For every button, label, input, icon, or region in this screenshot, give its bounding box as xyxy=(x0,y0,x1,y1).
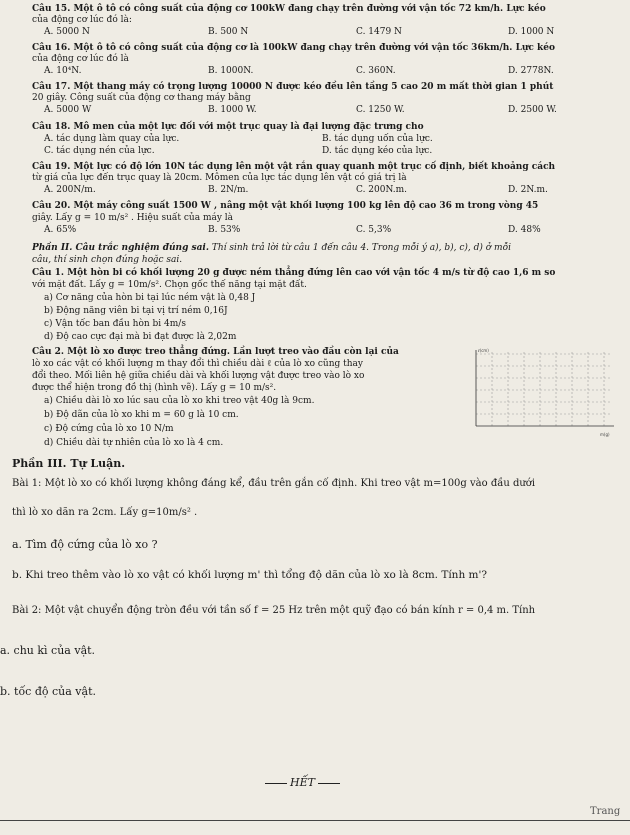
footer-rule xyxy=(0,820,630,821)
p2-c1-stem-2: với mặt đất. Lấy g = 10m/s². Chọn gốc thế năng tại mặt đất. xyxy=(32,280,307,290)
part2-intro-2: câu, thí sinh chọn đúng hoặc sai. xyxy=(32,255,183,265)
q19-option-d: D. 2N.m. xyxy=(508,185,548,195)
q17-stem-2: 20 giây. Công suất của động cơ thang máy bằng xyxy=(32,93,251,103)
q15-option-c: C. 1479 N xyxy=(356,27,402,37)
q17-option-b: B. 1000 W. xyxy=(208,105,257,115)
p2-c2-stem-1: Câu 2. Một lò xo được treo thẳng đứng. Lần lượt treo vào đầu còn lại của xyxy=(32,347,399,357)
p2-c2-a: a) Chiều dài lò xo lúc sau của lò xo khi treo vật 40g là 9cm. xyxy=(44,396,315,406)
q18-option-d: D. tác dụng kéo của lực. xyxy=(322,146,433,156)
q19-option-c: C. 200N.m. xyxy=(356,185,408,195)
part3-b2-b: b. tốc độ của vật. xyxy=(0,685,96,698)
p2-c1-b: b) Động năng viên bi tại vị trí ném 0,16J xyxy=(44,306,228,316)
part3-b2-a: a. chu kì của vật. xyxy=(0,644,96,657)
p2-c2-d: d) Chiều dài tự nhiên của lò xo là 4 cm. xyxy=(44,438,224,448)
q15-stem-1: Câu 15. Một ô tô có công suất của động cơ 100kW đang chạy trên đường với vận tốc 72 km/h. Lực kéo xyxy=(32,4,546,14)
part3-b1-a: a. Tìm độ cứng của lò xo ? xyxy=(12,538,158,551)
q15-stem-2: của động cơ lúc đó là: xyxy=(32,15,132,25)
p2-c2-stem-4: được thể hiện trong đồ thị (hình vẽ). Lấy g = 10 m/s². xyxy=(32,383,277,393)
part2-intro-1: Thí sinh trả lời từ câu 1 đến câu 4. Trong mỗi ý a), b), c), d) ở mỗi xyxy=(211,243,511,253)
q18-option-b: B. tác dụng uốn của lực. xyxy=(322,134,433,144)
part2-heading xyxy=(32,243,511,254)
q15-option-a: A. 5000 N xyxy=(44,27,90,37)
q20-option-b: B. 53% xyxy=(208,225,241,235)
p2-c2-stem-3: đổi theo. Mối liên hệ giữa chiều dài và khối lượng vật được treo vào lò xo xyxy=(32,371,365,381)
p2-c2-stem-2: lò xo các vật có khối lượng m thay đổi thì chiều dài ℓ của lò xo cũng thay xyxy=(32,359,363,369)
q15-option-d: D. 1000 N xyxy=(508,27,555,37)
q20-stem-1: Câu 20. Một máy công suất 1500 W , nâng một vật khối lượng 100 kg lên độ cao 36 m trong vòng 45 xyxy=(32,201,539,211)
q16-stem-2: của động cơ lúc đó là xyxy=(32,54,129,64)
q18-option-a: A. tác dụng làm quay của lực. xyxy=(44,134,180,144)
graph-y-label: ℓ(cm) xyxy=(478,348,489,353)
q17-option-d: D. 2500 W. xyxy=(508,105,557,115)
end-marker: HẾT xyxy=(262,776,343,789)
graph-grid xyxy=(476,352,610,426)
graph-x-label: m(g) xyxy=(600,432,610,437)
q16-option-d: D. 2778N. xyxy=(508,66,554,76)
p2-c1-a: a) Cơ năng của hòn bi tại lúc ném vật là 0,48 J xyxy=(44,293,256,303)
p2-c2-c: c) Độ cứng của lò xo 10 N/m xyxy=(44,424,174,434)
q16-option-b: B. 1000N. xyxy=(208,66,254,76)
part3-title: Phần III. Tự Luận. xyxy=(12,457,126,470)
spring-length-graph xyxy=(462,348,620,440)
part2-title: Phần II. Câu trắc nghiệm đúng sai. xyxy=(32,243,209,253)
q17-stem-1: Câu 17. Một thang máy có trọng lượng 10000 N được kéo đều lên tầng 5 cao 20 m mất thời gian 1 phút xyxy=(32,82,554,92)
page-label: Trang xyxy=(590,806,621,817)
q16-option-c: C. 360N. xyxy=(356,66,396,76)
q15-option-b: B. 500 N xyxy=(208,27,249,37)
q17-option-a: A. 5000 W xyxy=(44,105,92,115)
q16-option-a: A. 10⁴N. xyxy=(44,66,82,76)
q18-option-c: C. tác dụng nén của lực. xyxy=(44,146,155,156)
part3-b1-line-2: thì lò xo dãn ra 2cm. Lấy g=10m/s² . xyxy=(12,507,198,518)
p2-c2-b: b) Độ dãn của lò xo khi m = 60 g là 10 cm. xyxy=(44,410,239,420)
q20-option-a: A. 65% xyxy=(44,225,77,235)
part3-b1-line-1: Bài 1: Một lò xo có khối lượng không đáng kể, đầu trên gắn cố định. Khi treo vật m=100g vào đầu dưới xyxy=(12,478,536,489)
q17-option-c: C. 1250 W. xyxy=(356,105,405,115)
q20-stem-2: giây. Lấy g = 10 m/s² . Hiệu suất của máy là xyxy=(32,213,234,223)
q20-option-d: D. 48% xyxy=(508,225,541,235)
p2-c1-c: c) Vận tốc ban đầu hòn bi 4m/s xyxy=(44,319,186,329)
part3-b1-b: b. Khi treo thêm vào lò xo vật có khối lượng m' thì tổng độ dãn của lò xo là 8cm. Tính m'? xyxy=(12,569,488,581)
q19-stem-1: Câu 19. Một lực có độ lớn 10N tác dụng lên một vật rắn quay quanh một trục cố định, biết khoảng cách xyxy=(32,162,556,172)
p2-c1-stem-1: Câu 1. Một hòn bi có khối lượng 20 g được ném thẳng đứng lên cao với vận tốc 4 m/s từ độ cao 1,6 m so xyxy=(32,268,556,278)
q16-stem-1: Câu 16. Một ô tô có công suất của động cơ là 100kW đang chạy trên đường với vận tốc 36km/h. Lực kéo xyxy=(32,43,556,53)
p2-c1-d: d) Độ cao cực đại mà bi đạt được là 2,02m xyxy=(44,332,237,342)
part3-b2-line-1: Bài 2: Một vật chuyển động tròn đều với tần số f = 25 Hz trên một quỹ đạo có bán kính r = 0,4 m. Tính xyxy=(12,605,536,616)
q19-option-b: B. 2N/m. xyxy=(208,185,249,195)
q19-stem-2: từ giá của lực đến trục quay là 20cm. Mômen của lực tác dụng lên vật có giá trị là xyxy=(32,173,407,183)
q19-option-a: A. 200N/m. xyxy=(44,185,96,195)
q18-stem-1: Câu 18. Mô men của một lực đối với một trục quay là đại lượng đặc trưng cho xyxy=(32,122,424,132)
q20-option-c: C. 5,3% xyxy=(356,225,392,235)
